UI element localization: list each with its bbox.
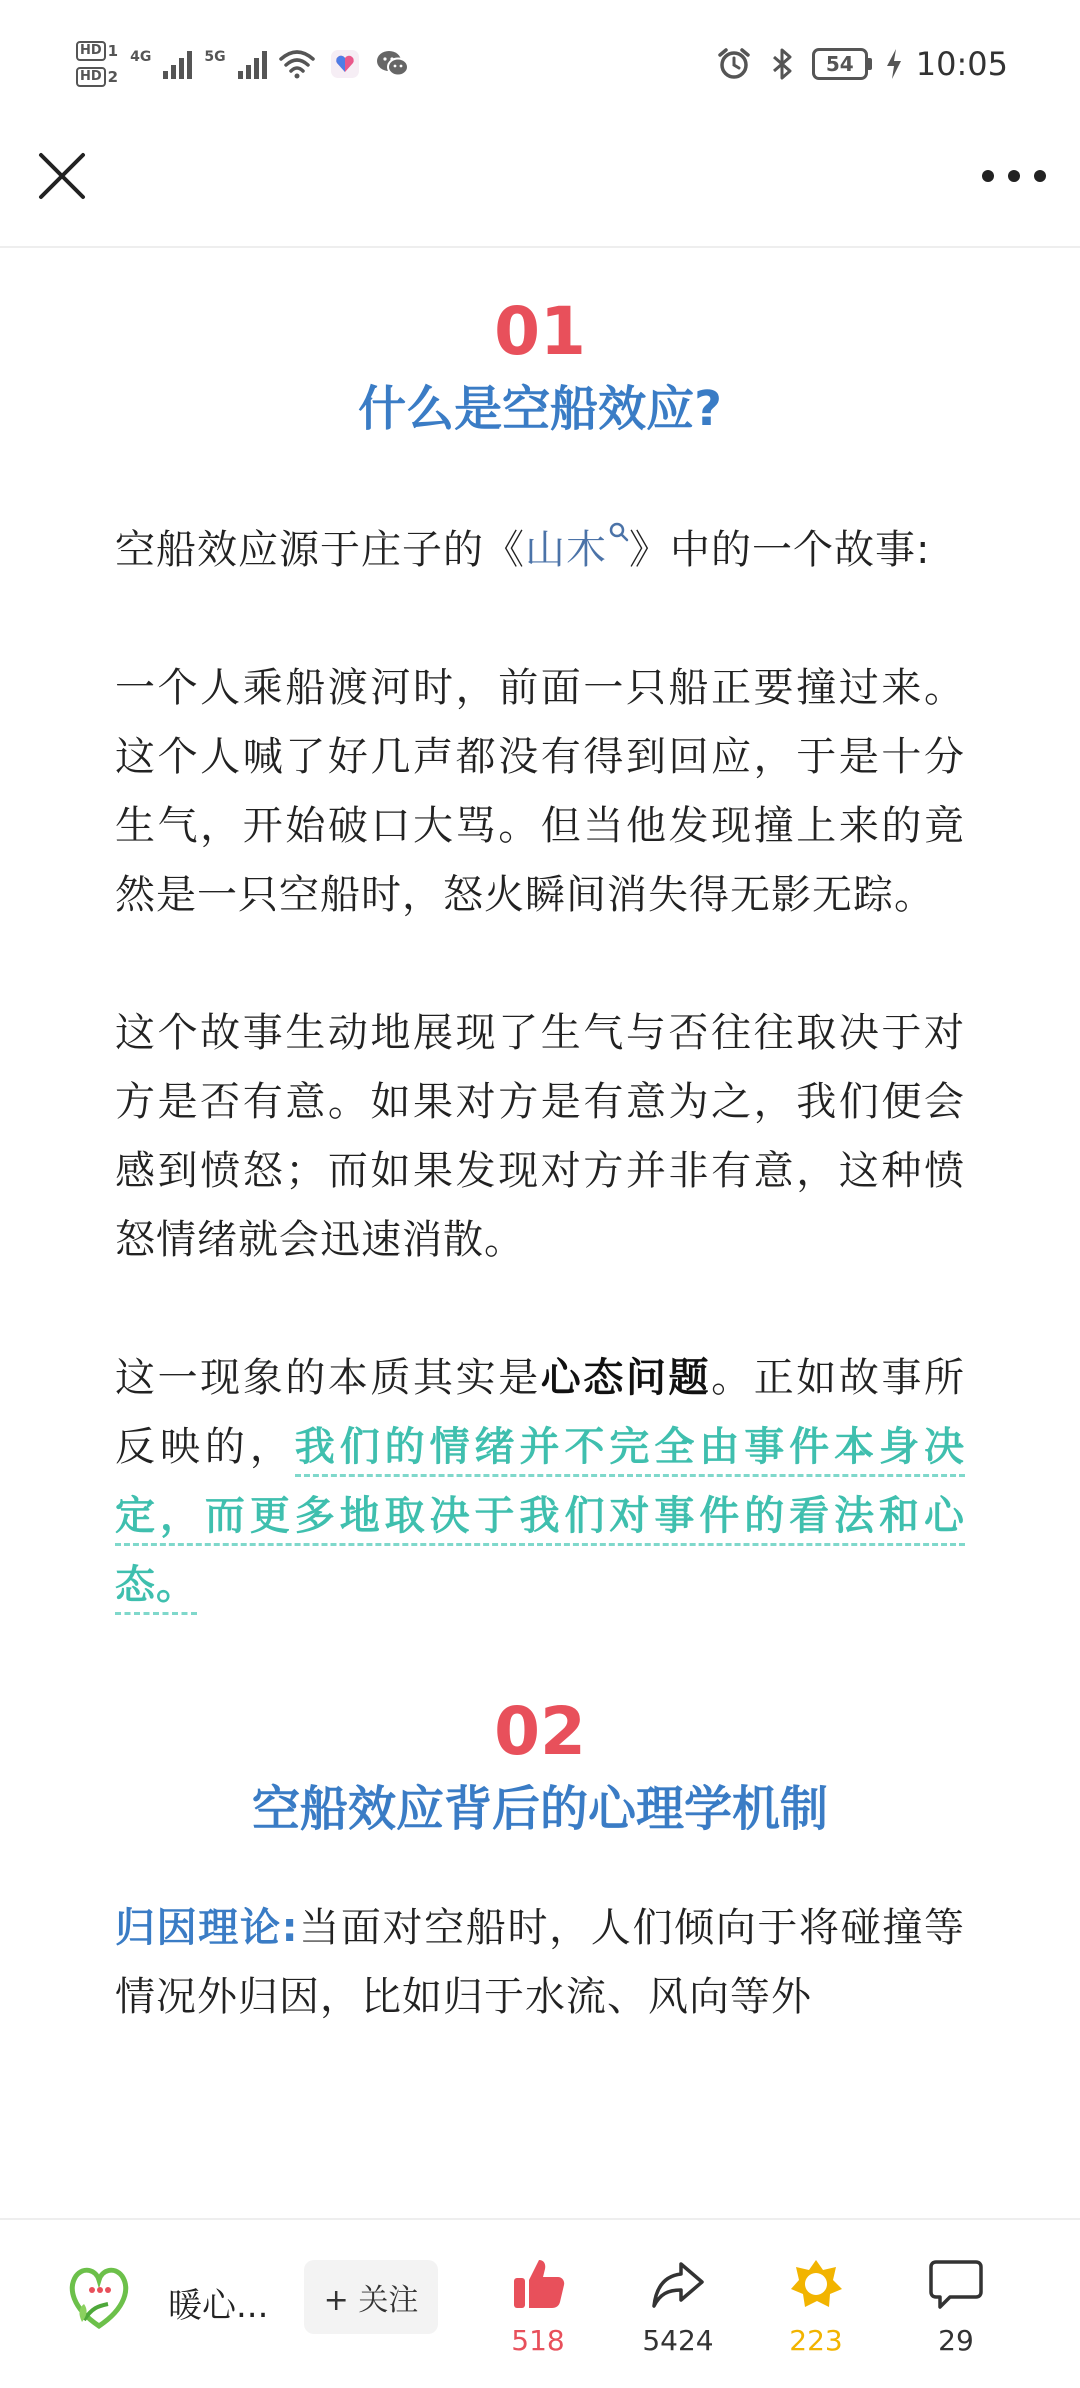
signal-1-icon [163,49,192,79]
paragraph [115,1344,965,1620]
hd-2-label: HD [76,67,106,87]
hd-indicators [76,41,118,87]
wifi-icon [279,46,315,82]
hd-1-sub: 1 [107,42,119,60]
favorite-star-icon [786,2254,846,2314]
close-icon [36,150,88,202]
paragraph-text: 当面对空船时，人们倾向于将碰撞等情况外归因，比如归于水流、风向等外 [115,1905,966,2020]
section-title: 什么是空船效应? [358,381,722,437]
health-app-icon [327,46,363,82]
search-link-text: 山木 [525,527,607,573]
paragraph-text: 。正如故事所反映的， [115,1355,966,1470]
thumbs-up-icon [508,2254,568,2314]
hd-1-indicator [76,41,118,61]
paragraph-text: 》中的一个故事: [629,527,931,573]
paragraph [115,1894,965,2032]
highlighted-text: 我们的情绪并不完全由事件本身决定，而更多地取决于我们对事件的看法和心态。 [115,1424,965,1615]
article-content [115,260,965,2032]
battery-indicator [812,48,872,80]
share-button[interactable] [618,2254,738,2357]
signal-2-icon [238,49,267,79]
battery-cap [868,58,872,70]
top-navigation-bar [0,128,1080,248]
close-button[interactable] [36,150,88,202]
battery-level: 54 [812,48,868,80]
status-bar [0,0,1080,128]
paragraph-text: 这一现象的本质其实是 [115,1355,541,1401]
author-name[interactable]: 暖心... [168,2286,269,2326]
hd-1-label: HD [76,41,106,61]
term-label: 归因理论: [115,1905,299,1951]
avatar-logo-icon [62,2260,136,2334]
section-number: 01 [494,293,586,370]
more-options-button[interactable] [982,158,1046,194]
charging-icon [884,46,904,82]
search-link-shanmu[interactable] [525,527,629,573]
comment-count: 29 [938,2324,974,2357]
hd-2-sub: 2 [107,68,119,86]
share-count: 5424 [642,2324,714,2357]
paragraph: 一个人乘船渡河时，前面一只船正要撞过来。这个人喊了好几声都没有得到回应，于是十分生气，开始破口大骂。但当他发现撞上来的竟然是一只空船时，怒火瞬间消失得无影无踪。 [115,665,965,918]
author-avatar[interactable] [62,2260,136,2334]
comment-bubble-icon [926,2254,986,2314]
section-title: 空船效应背后的心理学机制 [251,1781,828,1837]
more-dot-icon [1008,170,1020,182]
favorite-button[interactable] [756,2254,876,2357]
alarm-icon [716,46,752,82]
status-bar-left [76,41,411,87]
paragraph-text: 空船效应源于庄子的《 [115,527,525,573]
status-bar-right [716,45,1008,83]
share-arrow-icon [648,2254,708,2314]
bold-text: 心态问题 [540,1355,712,1401]
search-icon [609,522,629,546]
bluetooth-icon [764,46,800,82]
comment-button[interactable] [896,2254,1016,2357]
bottom-action-bar [0,2218,1080,2388]
like-button[interactable] [478,2254,598,2357]
section-01 [115,292,965,1620]
hd-2-indicator [76,67,118,87]
status-time: 10:05 [915,45,1008,83]
more-dot-icon [982,170,994,182]
paragraph: 这个故事生动地展现了生气与否往往取决于对方是否有意。如果对方是有意为之，我们便会感到愤怒；而如果发现对方并非有意，这种愤怒情绪就会迅速消散。 [115,1010,965,1263]
network-5g-label: 5G [204,49,226,65]
wechat-icon [375,46,411,82]
network-4g-label: 4G [130,49,152,65]
section-02 [115,1692,965,2032]
favorite-count: 223 [789,2324,843,2357]
follow-button[interactable]: + 关注 [304,2260,438,2334]
more-dot-icon [1034,170,1046,182]
section-number: 02 [494,1693,586,1770]
like-count: 518 [511,2324,565,2357]
paragraph [115,516,965,585]
